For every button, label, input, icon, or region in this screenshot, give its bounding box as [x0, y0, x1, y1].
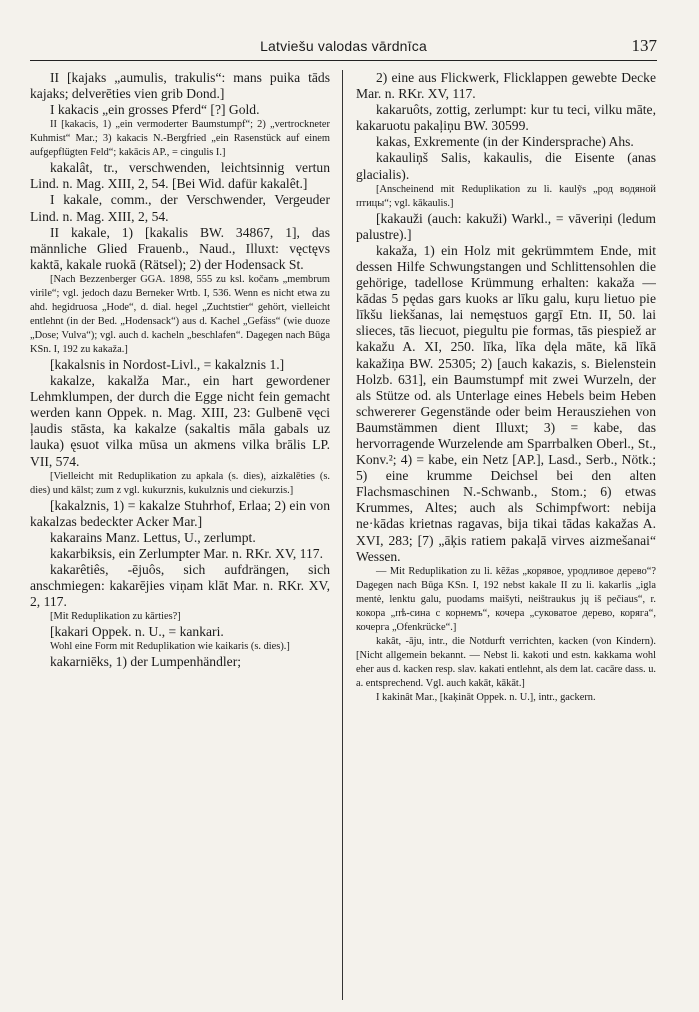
right-column [356, 70, 656, 1000]
dictionary-entry: kakarains Manz. Lettus, U., zerlumpt. [50, 529, 256, 545]
dictionary-entry: [Anscheinend mit Reduplikation zu li. kaulỹs „род водяной птицы“; vgl. kākaulis.] [356, 183, 656, 209]
dictionary-entry: II [kajaks „aumulis, trakulis“: mans puika tāds kajaks; delverēties vien grib Dond.] [30, 70, 330, 102]
dictionary-entry: kakalze, kakalža Mar., ein hart gewordener Lehmklumpen, der durch die Egge nicht fein gemacht werden kann Oppek. n. Mag. XIII, 23: Gulbenē vęci ļaudis stāsta, ka kakalze (sakaltis māla gabals uz lauka) ęsuot vilka mūsa un akmens vilka brālis LP. VII, 574. [30, 373, 330, 469]
page-header [30, 36, 657, 61]
dictionary-entry: I kakacis „ein grosses Pferd“ [?] Gold. [50, 102, 260, 118]
dictionary-entry: [Vielleicht mit Reduplikation zu apkala (s. dies), aizkalēties (s. dies) und kālst; zum z vgl. kukurznis, kukulznis und ciekurzis.] [30, 470, 330, 496]
dictionary-columns [30, 70, 657, 1000]
left-column [30, 70, 330, 1000]
column-divider [342, 70, 343, 1000]
dictionary-entry: [kakauži (auch: kakuži) Warkl., = vāveriņi (ledum palustre).] [356, 210, 656, 242]
dictionary-entry: 2) eine aus Flickwerk, Flicklappen gewebte Decke Mar. n. RKr. XV, 117. [356, 70, 656, 102]
dictionary-entry: [kakalsnis in Nordost-Livl., = kakalznis 1.] [50, 356, 285, 372]
dictionary-entry: Wohl eine Form mit Reduplikation wie kaikaris (s. dies).] [50, 641, 290, 653]
dictionary-entry: [Nach Bezzenberger GGA. 1898, 555 zu ksl. kočanъ „membrum virile“; vgl. jedoch dazu Berneker Wrtb. I, 536. Wenn es nicht etwa zu ahd. hegidruosa „Hode“, d. dial. hegel „Zuchtstier“ gehört, vielleicht entlehnt (in der Bed. „Hodensack“) aus d. Kachel „Gefäss“ (wie duoze „Dose; Vulva“); vgl. auch d. kacheln „beschlafen“. Dagegen nach Būga KSn. I, 192 zu kakaža.] [30, 273, 330, 355]
dictionary-entry: kakât, -āju, intr., die Notdurft verrichten, kacken (von Kindern). [Nicht allgemein bekannt. — Nebst li. kakoti und estn. kakkama wohl eher aus d. kacken resp. slav. kakati entlehnt, als dem lat. cacāre dass. u. a. entsprechend. Vgl. auch kakāt, kākāt.] [356, 635, 656, 689]
dictionary-entry: kakaža, 1) ein Holz mit gekrümmtem Ende, mit dessen Hilfe Schwungstangen und Schlittensohlen die gehörige, tadellose Krümmung erhalten: kakaža — kādas 5 pędas gars kuoks ar līku galu, kuŗu lietuo pie līkšu liekšanas, lai nemęstuos gaŗgī Etn. II, 50. lai slieces, tās liecuot, piegultu pie formas, tās piespiež ar kakažu A. XI, 250. līka, līka dęla māte, kā līkā kakažiņa BW. 25305; 2) [auch kakazis, s. Bielenstein Holzb. 631], ein Baumstumpf mit zwei Wurzeln, der als Stütze od. als Unterlage eines Hebels beim Heben schwererer Gegenstände oder beim Herausziehen von Baumstämmen dient Illuxt; 3) = kabe, das hervorragende Wurzelende am Sparrbalken Oberl., St., Konv.²; 4) = kabe, ein Netz [AP.], Lasd., Serb., Nötk.; 5) eine krumme Deichsel bei den alten Flachsmaschinen N.-Schwanb., Stom.; 6) etwas Krummes, Altes; auch als Schimpfwort: nebija ne·kādas krietnas ragavas, bija tikai tādas kakažas A. XVI, 283; [7) „āķis ratiem pakaļā virves aizmešanai“ Wessen. [356, 242, 656, 564]
dictionary-entry: kakarniēks, 1) der Lumpenhändler; [50, 654, 241, 670]
page-number: 137 [631, 36, 657, 55]
dictionary-entry: I kakale, comm., der Verschwender, Vergeuder Lind. n. Mag. XIII, 2, 54. [30, 192, 330, 224]
dictionary-entry: kakalât, tr., verschwenden, leichtsinnig vertun Lind. n. Mag. XIII, 2, 54. [Bei Wid. dafür kakalêt.] [30, 160, 330, 192]
dictionary-entry: kakaruôts, zottig, zerlumpt: kur tu teci, vilku māte, kakaruotu pakaļiņu BW. 30599. [356, 102, 656, 134]
running-head: Latviešu valodas vārdnīca [260, 38, 427, 54]
dictionary-entry: II kakale, 1) [kakalis BW. 34867, 1], das männliche Glied Frauenb., Naud., Illuxt: vęctęvs kaktā, kakale ruokā (Rätsel); 2) der Hodensack St. [30, 224, 330, 272]
dictionary-entry: [kakari Oppek. n. U., = kankari. [50, 624, 224, 640]
dictionary-entry: kakarêtiês, -ējuôs, sich aufdrängen, sich anschmiegen: kakarējies viņam klāt Mar. n. RKr. XV, 2, 117. [30, 561, 330, 610]
dictionary-entry: kakarbiksis, ein Zerlumpter Mar. n. RKr. XV, 117. [50, 545, 323, 561]
dictionary-entry: II [kakacis, 1) „ein vermoderter Baumstumpf“; 2) „vertrockneter Kuhmist“ Mar.; 3) kakacis N.-Bergfried „ein Rasenstück auf einem aufgepflügten Feld“; kakācis AP., = cingulis I.] [30, 119, 330, 159]
dictionary-entry: [kakalznis, 1) = kakalze Stuhrhof, Erlaa; 2) ein von kakalzas bedeckter Acker Mar.] [30, 497, 330, 529]
dictionary-entry: I kakinât Mar., [kaķināt Oppek. n. U.], intr., gackern. [376, 691, 596, 703]
dictionary-entry: kakauliņš Salis, kakaulis, die Eisente (anas glacialis). [356, 150, 656, 182]
dictionary-entry: [Mit Reduplikation zu kārties?] [50, 611, 181, 623]
dictionary-entry: — Mit Reduplikation zu li. kẽžas „корявое, уродливое дерево“? Dagegen nach Būga KSn. I, 192 nebst kakale II zu li. kakarlis „igla mentė, lenktu galu, puodams maišyti, neištraukus jų iš pečiaus“, r. кокора „пѣ-сина с корнемъ“, кочера „суковатое дерево, коряга“, кочерга „Ofenkrücke“.] [356, 565, 656, 633]
dictionary-entry: kakas, Exkremente (in der Kindersprache) Ahs. [376, 134, 634, 150]
